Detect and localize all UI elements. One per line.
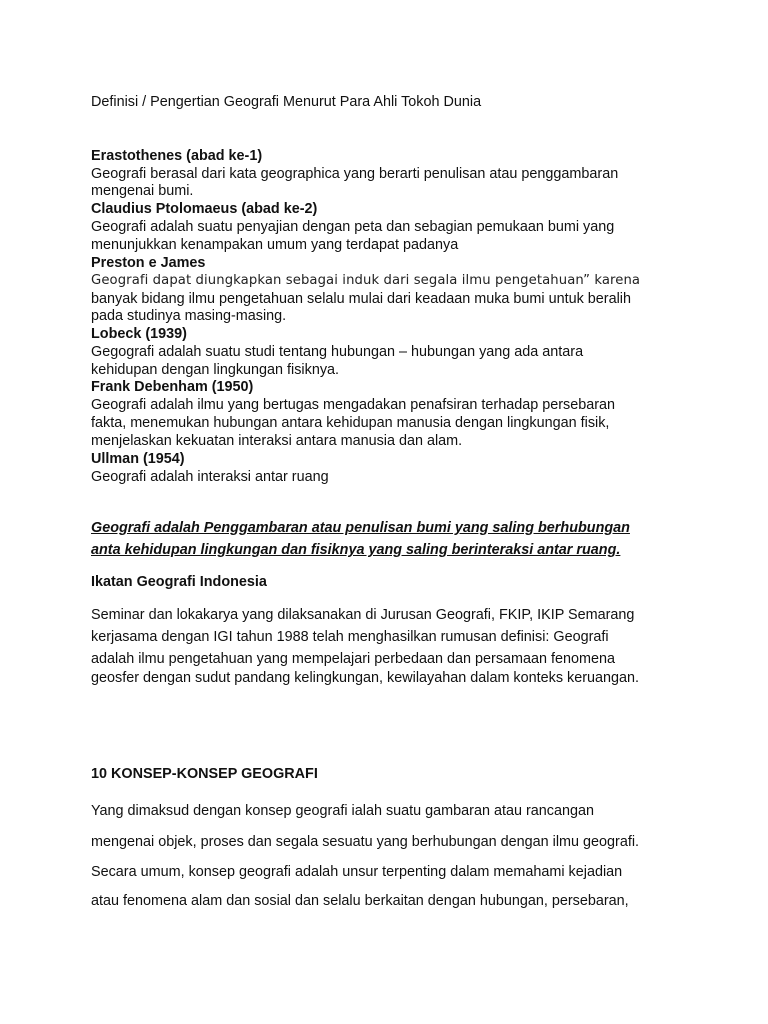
expert-text: menunjukkan kenampakan umum yang terdapat padanya <box>91 237 459 253</box>
igi-heading: Ikatan Geografi Indonesia <box>91 574 267 590</box>
konsep-text: atau fenomena alam dan sosial dan selalu berkaitan dengan hubungan, persebaran, <box>91 893 629 909</box>
summary-line: Geografi adalah Penggambaran atau penulisan bumi yang saling berhubungan <box>91 520 630 536</box>
expert-text: mengenai bumi. <box>91 183 194 199</box>
expert-name: Preston e James <box>91 255 206 271</box>
expert-name: Erastothenes (abad ke-1) <box>91 148 263 164</box>
page-title: Definisi / Pengertian Geografi Menurut Para Ahli Tokoh Dunia <box>91 94 482 110</box>
expert-name: Lobeck (1939) <box>91 326 187 342</box>
konsep-heading: 10 KONSEP-KONSEP GEOGRAFI <box>91 766 318 782</box>
expert-text: kehidupan dengan lingkungan fisiknya. <box>91 362 340 378</box>
expert-text: Geografi adalah suatu penyajian dengan peta dan sebagian pemukaan bumi yang <box>91 219 615 235</box>
igi-text: Seminar dan lokakarya yang dilaksanakan di Jurusan Geografi, FKIP, IKIP Semarang <box>91 607 635 623</box>
konsep-text: Yang dimaksud dengan konsep geografi ialah suatu gambaran atau rancangan <box>91 803 594 819</box>
expert-text: Gegografi adalah suatu studi tentang hubungan – hubungan yang ada antara <box>91 344 584 360</box>
igi-text: kerjasama dengan IGI tahun 1988 telah menghasilkan rumusan definisi: Geografi <box>91 629 609 645</box>
konsep-text: mengenai objek, proses dan segala sesuatu yang berhubungan dengan ilmu geografi. <box>91 834 640 850</box>
summary-line: anta kehidupan lingkungan dan fisiknya yang saling berinteraksi antar ruang. <box>91 542 621 558</box>
expert-text: pada studinya masing-masing. <box>91 308 287 324</box>
expert-name: Claudius Ptolomaeus (abad ke-2) <box>91 201 318 217</box>
expert-text: menjelaskan kekuatan interaksi antara manusia dan alam. <box>91 433 463 449</box>
expert-name: Frank Debenham (1950) <box>91 379 254 395</box>
expert-text: Geografi adalah ilmu yang bertugas mengadakan penafsiran terhadap persebaran <box>91 397 616 413</box>
konsep-text: Secara umum, konsep geografi adalah unsur terpenting dalam memahami kejadian <box>91 864 623 880</box>
expert-text: banyak bidang ilmu pengetahuan selalu mulai dari keadaan muka bumi untuk beralih <box>91 291 632 307</box>
expert-text: Geografi berasal dari kata geographica yang berarti penulisan atau penggambaran <box>91 166 619 182</box>
expert-text: Geografi adalah interaksi antar ruang <box>91 469 329 485</box>
expert-text: fakta, menemukan hubungan antara kehidupan manusia dengan lingkungan fisik, <box>91 415 610 431</box>
expert-text: Geografi dapat diungkapkan sebagai induk dari segala ilmu pengetahuan” karena <box>91 273 641 288</box>
expert-name: Ullman (1954) <box>91 451 185 467</box>
igi-text: adalah ilmu pengetahuan yang mempelajari perbedaan dan persamaan fenomena <box>91 651 616 667</box>
igi-text: geosfer dengan sudut pandang kelingkungan, kewilayahan dalam konteks keruangan. <box>91 670 640 686</box>
